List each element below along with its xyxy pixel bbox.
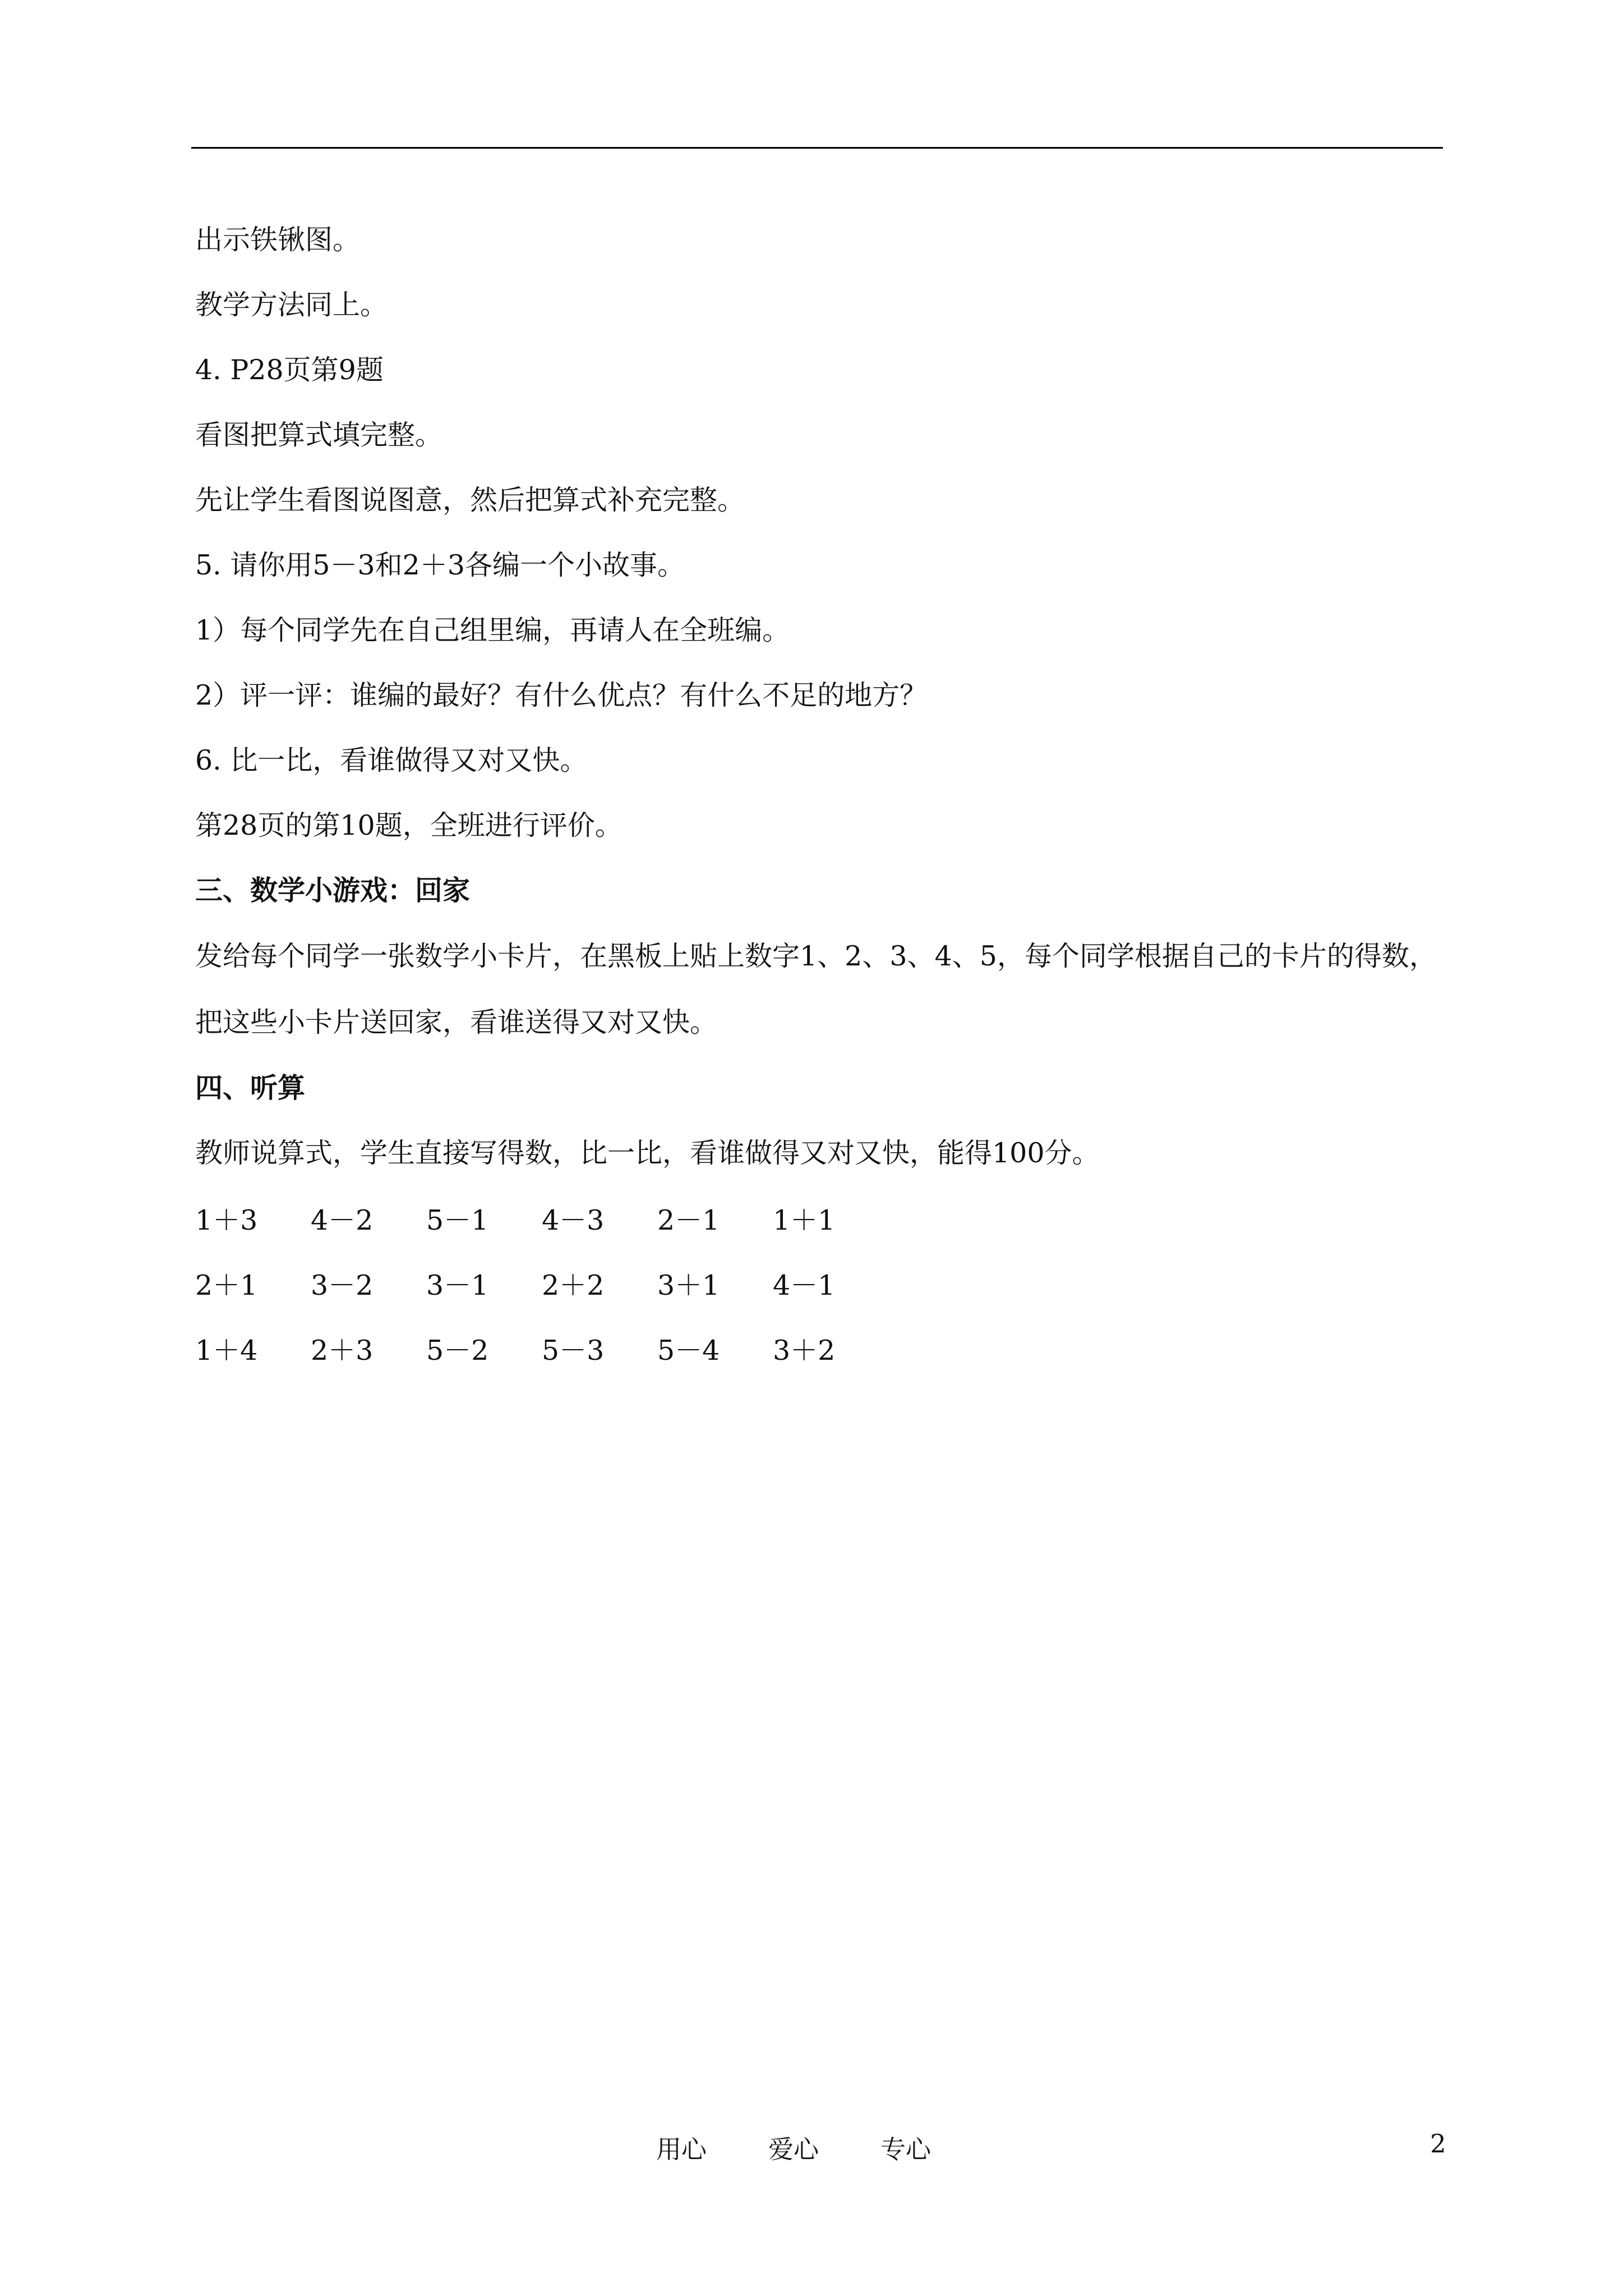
exercise-item: 4－1 — [773, 1269, 836, 1301]
paragraph: 看图把算式填完整。 — [195, 419, 443, 451]
exercise-item: 2－1 — [657, 1204, 720, 1236]
exercise-item: 5－4 — [657, 1335, 720, 1366]
exercise-grid — [195, 1186, 1443, 1381]
exercise-row — [195, 1316, 1443, 1381]
section-heading-listening: 四、听算 — [195, 1072, 306, 1104]
section-intro-listening: 教师说算式，学生直接写得数，比一比，看谁做得又对又快，能得100分。 — [195, 1137, 1100, 1169]
paragraph: 1）每个同学先在自己组里编，再请人在全班编。 — [195, 614, 790, 646]
paragraph: 4. P28页第9题 — [195, 354, 384, 386]
footer-motto-item: 专心 — [880, 2134, 932, 2164]
exercise-item: 3＋1 — [657, 1269, 720, 1301]
footer-motto-item: 用心 — [656, 2134, 707, 2164]
exercise-item: 5－3 — [542, 1335, 605, 1366]
paragraph: 教学方法同上。 — [195, 289, 388, 321]
paragraph: 先让学生看图说图意，然后把算式补充完整。 — [195, 484, 745, 516]
document-body — [195, 208, 1443, 1381]
exercise-item: 2＋2 — [542, 1269, 605, 1301]
exercise-row — [195, 1251, 1443, 1316]
paragraph: 第28页的第10题，全班进行评价。 — [195, 809, 623, 841]
exercise-item: 5－2 — [426, 1335, 489, 1366]
paragraph: 5. 请你用5－3和2＋3各编一个小故事。 — [195, 549, 685, 581]
exercise-item: 4－2 — [311, 1204, 374, 1236]
exercise-item: 1＋4 — [195, 1335, 258, 1366]
page-footer — [0, 2129, 1623, 2168]
paragraph: 6. 比一比，看谁做得又对又快。 — [195, 744, 588, 776]
footer-motto-item: 爱心 — [768, 2134, 819, 2164]
exercise-row — [195, 1186, 1443, 1251]
exercise-item: 2＋3 — [311, 1335, 374, 1366]
exercise-item: 4－3 — [542, 1204, 605, 1236]
paragraph: 2）评一评：谁编的最好？有什么优点？有什么不足的地方？ — [195, 679, 928, 711]
section-heading-game: 三、数学小游戏：回家 — [195, 875, 471, 907]
header-rule — [191, 147, 1443, 149]
exercise-item: 3－2 — [311, 1269, 374, 1301]
exercise-item: 3＋2 — [773, 1335, 836, 1366]
section-body-game: 发给每个同学一张数学小卡片，在黑板上贴上数字1、2、3、4、5，每个同学根据自己的卡片的得数，把这些小卡片送回家，看谁送得又对又快。 — [195, 940, 1437, 1038]
exercise-item: 3－1 — [426, 1269, 489, 1301]
exercise-item: 1＋3 — [195, 1204, 258, 1236]
exercise-item: 1＋1 — [773, 1204, 836, 1236]
exercise-item: 2＋1 — [195, 1269, 258, 1301]
footer-motto — [656, 2129, 993, 2165]
paragraph: 出示铁锹图。 — [195, 224, 361, 256]
exercise-item: 5－1 — [426, 1204, 489, 1236]
page-number: 2 — [1430, 2129, 1446, 2159]
